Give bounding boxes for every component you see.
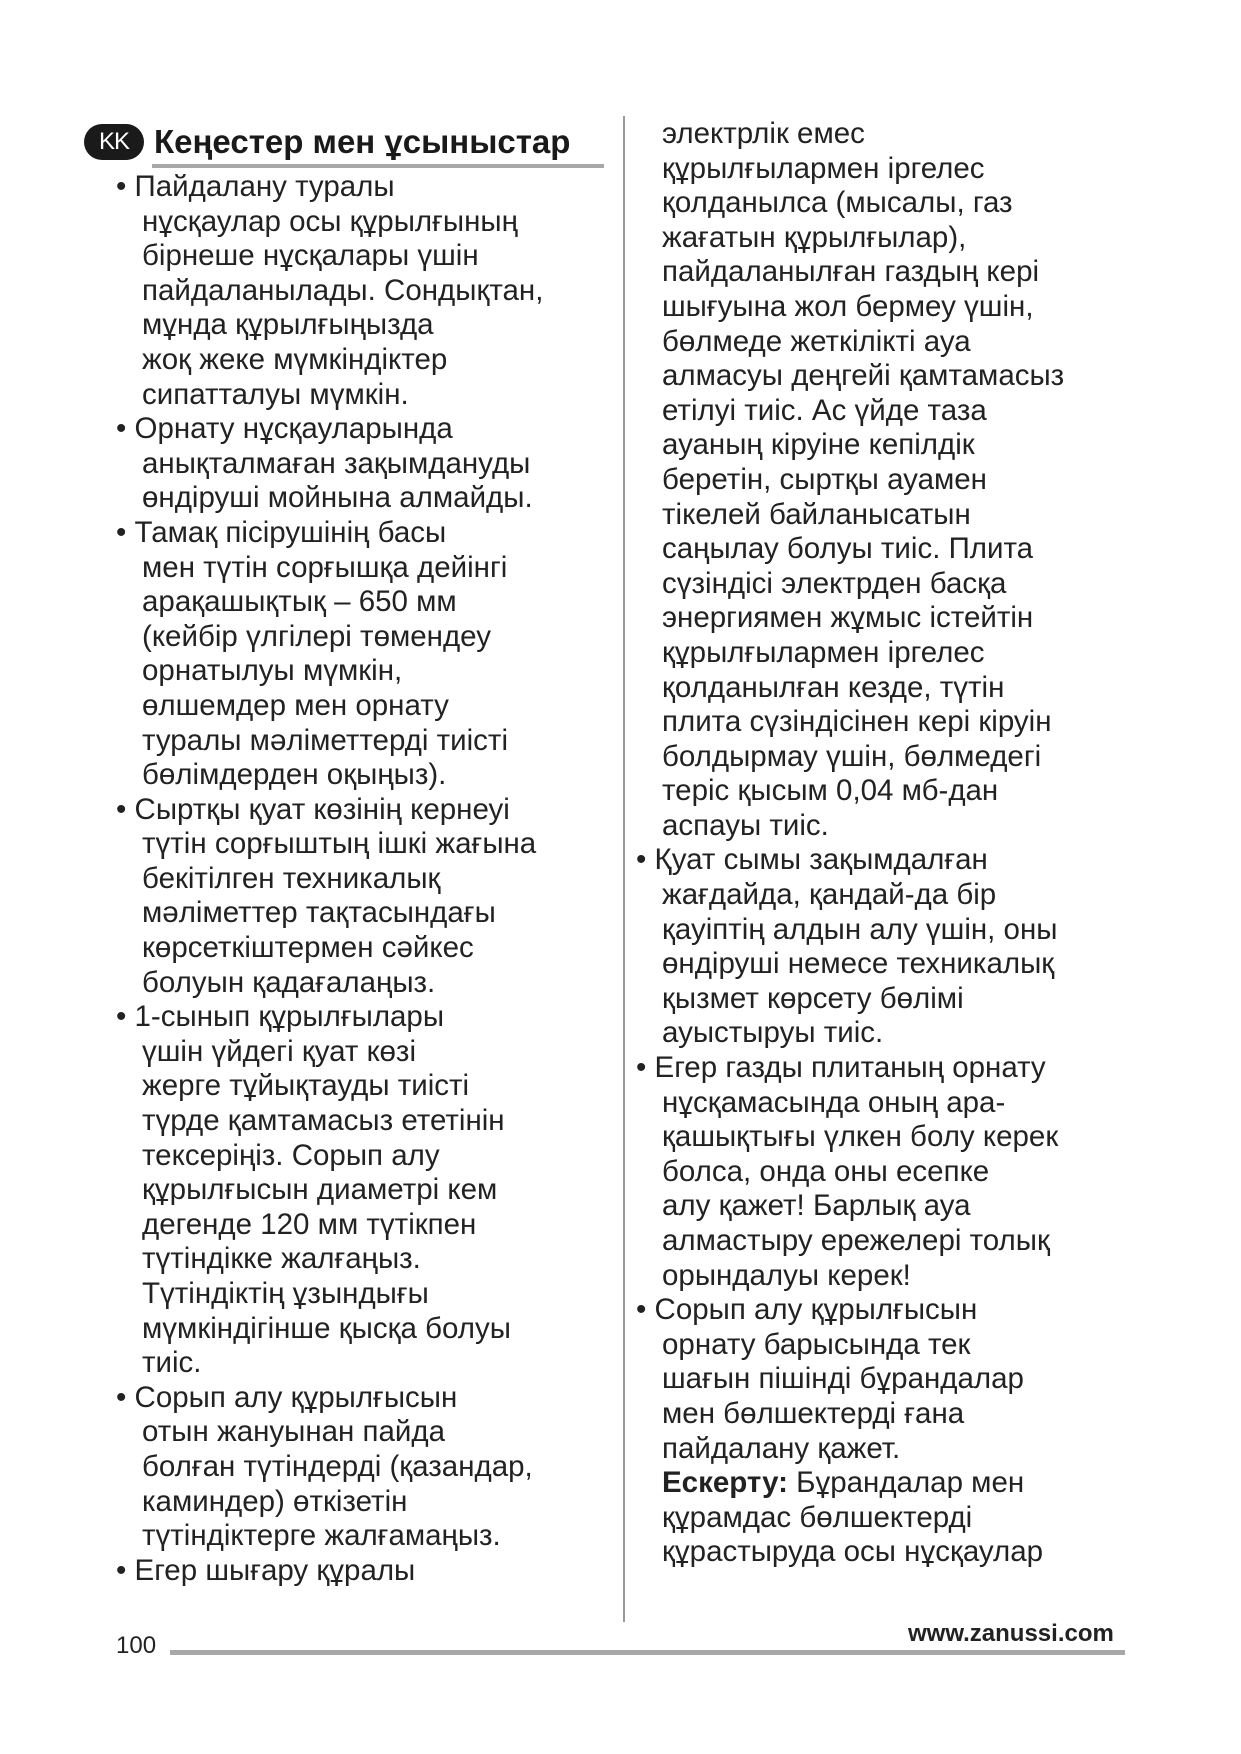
bullet-line: • Пайдалану туралы bbox=[116, 170, 395, 203]
text-line: болдырмау үшін, бөлмедегі bbox=[662, 739, 1042, 773]
text-line: құрылғысын диаметрі кем bbox=[142, 1173, 498, 1207]
text-line: түрде қамтамасыз ететінін bbox=[142, 1104, 505, 1138]
text-line: бөлімдерден оқыңыз). bbox=[142, 758, 447, 792]
text-line: құрылғылармен іргелес bbox=[662, 635, 985, 669]
text-line: қашықтығы үлкен болу керек bbox=[662, 1120, 1059, 1154]
text-line: нұсқаулар осы құрылғының bbox=[142, 204, 518, 238]
text-line: құрылғылармен іргелес bbox=[662, 151, 985, 185]
text-line: жерге тұйықтауды тиісті bbox=[142, 1069, 470, 1103]
text-line: өндіруші немесе техникалық bbox=[662, 947, 1055, 981]
text-line: болса, онда оны есепке bbox=[662, 1154, 990, 1188]
text-line: қызмет көрсету бөлімі bbox=[662, 981, 964, 1015]
text-line: жағдайда, қандай-да бір bbox=[662, 878, 997, 912]
section-heading bbox=[84, 122, 570, 162]
bullet-line: • Тамақ пісірушінің басы bbox=[116, 515, 447, 549]
text-line: саңылау болуы тиіс. Плита bbox=[662, 532, 1034, 566]
text-line: алу қажет! Барлық ауа bbox=[662, 1189, 971, 1223]
column-divider bbox=[623, 116, 625, 1622]
right-column bbox=[636, 117, 1064, 1570]
bullet-line: • Қуат сымы зақымдалған bbox=[636, 843, 988, 877]
warning-line bbox=[662, 1466, 1064, 1501]
left-column bbox=[116, 170, 543, 1588]
bullet-line: • Сыртқы қуат көзінің кернеуі bbox=[116, 792, 510, 826]
text-line: пайдаланылады. Сондықтан, bbox=[142, 273, 544, 307]
text-line: көрсеткіштермен сәйкес bbox=[142, 931, 474, 965]
text-line: бірнеше нұсқалары үшін bbox=[142, 239, 479, 273]
text-line: дегенде 120 мм түтікпен bbox=[142, 1207, 477, 1241]
text-line: орындалуы керек! bbox=[662, 1258, 911, 1292]
text-line: отын жануынан пайда bbox=[142, 1415, 446, 1449]
text-line: аспауы тиіс. bbox=[662, 808, 829, 842]
text-line: тікелей байланысатын bbox=[662, 497, 971, 531]
text-line: қолданылса (мысалы, газ bbox=[662, 186, 1013, 220]
text-line: тексеріңіз. Сорып алу bbox=[142, 1138, 440, 1172]
text-line: жағатын құрылғылар), bbox=[662, 220, 967, 254]
text-line: беретін, сыртқы ауамен bbox=[662, 462, 987, 496]
text-line: жоқ жеке мүмкіндіктер bbox=[142, 342, 448, 376]
bullet-line: • 1-сынып құрылғылары bbox=[116, 1000, 445, 1034]
text-line: алмасуы деңгейі қамтамасыз bbox=[662, 359, 1065, 393]
footer-rule bbox=[170, 1650, 1125, 1655]
text-line: (кейбір үлгілері төмендеу bbox=[142, 619, 491, 653]
text-line: үшін үйдегі қуат көзі bbox=[142, 1034, 416, 1068]
text-line: ауыстыруы тиіс. bbox=[662, 1016, 884, 1050]
bullet-line: • Егер шығару құралы bbox=[116, 1553, 416, 1587]
text-line: түтін сорғыштың ішкі жағына bbox=[142, 827, 537, 861]
text-line: етілуі тиіс. Ас үйде таза bbox=[662, 393, 987, 427]
text-line: болуын қадағалаңыз. bbox=[142, 965, 436, 999]
text-line: өлшемдер мен орнату bbox=[142, 688, 449, 722]
bullet-line: • Сорып алу құрылғысын bbox=[116, 1380, 458, 1414]
text-line: шағын пішінді бұрандалар bbox=[662, 1362, 1024, 1396]
text-line: пайдаланылған газдың кері bbox=[662, 255, 1040, 289]
language-badge: KK bbox=[84, 124, 144, 160]
text-line: шығуына жол бермеу үшін, bbox=[662, 289, 1034, 323]
text-line: ауаның кіруіне кепілдік bbox=[662, 428, 975, 462]
text-line: мен түтін сорғышқа дейінгі bbox=[142, 550, 508, 584]
text-line: түтіндікке жалғаңыз. bbox=[142, 1242, 421, 1276]
bullet-line: • Сорып алу құрылғысын bbox=[636, 1293, 978, 1327]
text-line: тиіс. bbox=[142, 1346, 202, 1380]
text-line: мәліметтер тақтасындағы bbox=[142, 896, 496, 930]
text-line: туралы мәліметтерді тиісті bbox=[142, 723, 508, 757]
text-line: орнату барысында тек bbox=[662, 1327, 971, 1361]
text-line: болған түтіндерді (қазандар, bbox=[142, 1449, 533, 1483]
text-line: пайдалану қажет. bbox=[662, 1431, 901, 1465]
website-url: www.zanussi.com bbox=[908, 1620, 1114, 1647]
text-line: мүмкіндігінше қысқа болуы bbox=[142, 1311, 511, 1345]
warning-text-line: құрастыруда осы нұсқаулар bbox=[662, 1535, 1044, 1569]
text-line: қауіптің алдын алу үшін, оны bbox=[662, 912, 1058, 946]
text-line: энергиямен жұмыс істейтін bbox=[662, 601, 1034, 635]
text-line: Түтіндіктің ұзындығы bbox=[142, 1277, 429, 1310]
warning-text-line: құрамдас бөлшектерді bbox=[662, 1500, 973, 1534]
text-line: электрлік емес bbox=[662, 117, 865, 150]
text-line: нұсқамасында оның ара- bbox=[662, 1085, 1006, 1119]
text-line: орнатылуы мүмкін, bbox=[142, 654, 403, 688]
text-line: бөлмеде жеткілікті ауа bbox=[662, 324, 971, 358]
text-line: мұнда құрылғыңызда bbox=[142, 308, 434, 342]
page-title: Кеңестер мен ұсыныстар bbox=[154, 123, 571, 160]
text-line: бекітілген техникалық bbox=[142, 861, 441, 895]
text-line: алмастыру ережелері толық bbox=[662, 1224, 1050, 1257]
text-line: мен бөлшектерді ғана bbox=[662, 1396, 965, 1430]
text-line: сипатталуы мүмкін. bbox=[142, 377, 409, 411]
text-line: арақашықтық – 650 мм bbox=[142, 585, 457, 619]
text-line: қолданылған кезде, түтін bbox=[662, 670, 1005, 704]
warning-text: Бұрандалар мен bbox=[787, 1466, 1025, 1500]
heading-underline bbox=[152, 164, 604, 168]
bullet-line: • Орнату нұсқауларында bbox=[116, 412, 453, 446]
page-number: 100 bbox=[116, 1632, 157, 1659]
bullet-line: • Егер газды плитаның орнату bbox=[636, 1051, 1046, 1085]
text-line: сүзіндісі электрден басқа bbox=[662, 566, 1007, 600]
text-line: теріс қысым 0,04 мб-дан bbox=[662, 774, 999, 808]
warning-label: Ескерту: bbox=[662, 1466, 788, 1500]
text-line: өндіруші мойнына алмайды. bbox=[142, 481, 533, 515]
text-line: анықталмаған зақымдануды bbox=[142, 446, 531, 480]
text-line: түтіндіктерге жалғамаңыз. bbox=[142, 1519, 501, 1553]
text-line: каминдер) өткізетін bbox=[142, 1484, 408, 1518]
text-line: плита сүзіндісінен кері кіруін bbox=[662, 705, 1052, 739]
